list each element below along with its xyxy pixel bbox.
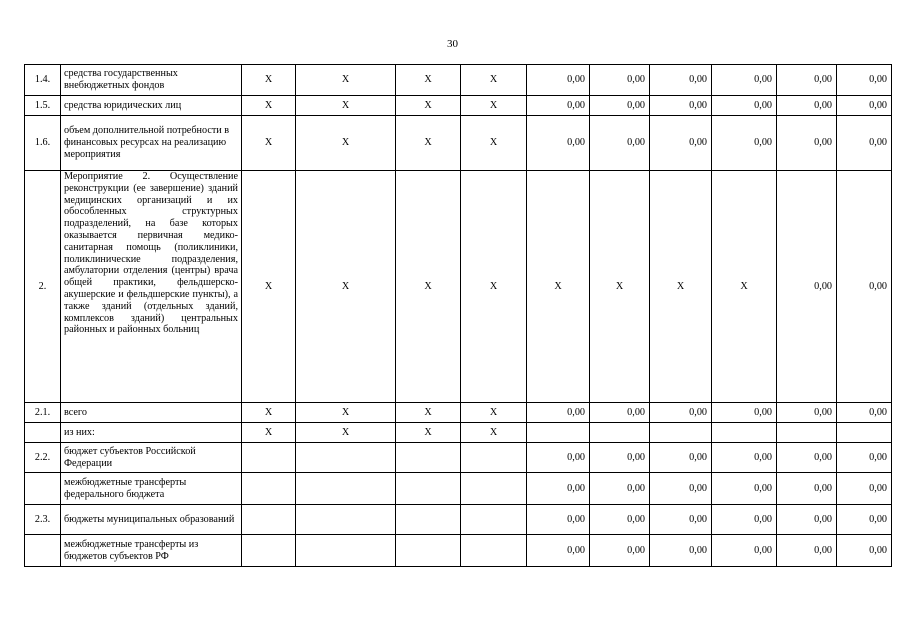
table-row: [25, 171, 892, 403]
table-row: [25, 116, 892, 171]
row-number-cell: 1.4.: [25, 65, 61, 96]
table-cell: X: [461, 403, 527, 423]
table-cell: 0,00: [527, 505, 590, 535]
table-cell: [242, 473, 296, 505]
table-cell: [590, 423, 650, 443]
row-name-cell: средства юридических лиц: [61, 96, 242, 116]
table-cell: 0,00: [712, 443, 777, 473]
table-cell: [396, 473, 461, 505]
row-number-cell: 2.1.: [25, 403, 61, 423]
row-number-cell: 2.2.: [25, 443, 61, 473]
row-number-cell: [25, 423, 61, 443]
table-row: [25, 403, 892, 423]
table-row: [25, 473, 892, 505]
table-cell: [461, 535, 527, 567]
row-name-cell: бюджеты муниципальных образований: [61, 505, 242, 535]
table-cell: 0,00: [590, 473, 650, 505]
table-cell: X: [242, 403, 296, 423]
table-cell: 0,00: [837, 65, 892, 96]
table-cell: 0,00: [837, 443, 892, 473]
table-row: [25, 65, 892, 96]
table-cell: 0,00: [777, 116, 837, 171]
table-cell: 0,00: [777, 505, 837, 535]
table-cell: X: [396, 96, 461, 116]
table-cell: X: [396, 171, 461, 403]
table-cell: 0,00: [650, 535, 712, 567]
row-number-cell: 2.3.: [25, 505, 61, 535]
table-cell: 0,00: [712, 535, 777, 567]
row-number-cell: 1.5.: [25, 96, 61, 116]
table-cell: 0,00: [590, 443, 650, 473]
row-name-cell: всего: [61, 403, 242, 423]
table-cell: [242, 505, 296, 535]
budget-table: [24, 64, 892, 567]
table-cell: [296, 505, 396, 535]
table-cell: X: [242, 96, 296, 116]
table-cell: 0,00: [777, 171, 837, 403]
table-cell: X: [527, 171, 590, 403]
table-row: [25, 535, 892, 567]
table-cell: X: [296, 403, 396, 423]
row-name-cell: межбюджетные трансферты федерального бюджета: [61, 473, 242, 505]
table-cell: X: [396, 116, 461, 171]
table-cell: [396, 505, 461, 535]
table-cell: 0,00: [527, 403, 590, 423]
table-cell: 0,00: [712, 403, 777, 423]
table-cell: X: [242, 171, 296, 403]
table-cell: X: [296, 96, 396, 116]
table-cell: 0,00: [712, 116, 777, 171]
page-number: 30: [447, 38, 458, 50]
table-cell: X: [296, 171, 396, 403]
table-cell: X: [242, 65, 296, 96]
table-cell: X: [461, 423, 527, 443]
table-cell: [650, 423, 712, 443]
row-number-cell: [25, 473, 61, 505]
table-cell: X: [296, 423, 396, 443]
row-name-cell: Мероприятие 2. Осуществление реконструкции (ее завершение) зданий медицинских организаций и их обособленных структурных подразделений, на базе которых оказывается первичная медико- санитарная помощь (поликлиники, поликлинические подразделения, амбулатории отделения (центры) врача общей практики, фельдшерско-акушерские и фельдшерские пункты), а также зданий (отдельных зданий, комплексов зданий) центральных районных и районных больниц: [61, 171, 242, 403]
table-cell: 0,00: [527, 473, 590, 505]
table-cell: 0,00: [712, 505, 777, 535]
row-name-cell: бюджет субъектов Российской Федерации: [61, 443, 242, 473]
table-cell: X: [650, 171, 712, 403]
table-cell: 0,00: [590, 403, 650, 423]
row-name-cell: объем дополнительной потребности в финансовых ресурсах на реализацию мероприятия: [61, 116, 242, 171]
table-cell: 0,00: [777, 535, 837, 567]
table-cell: 0,00: [837, 535, 892, 567]
table-cell: 0,00: [712, 473, 777, 505]
table-cell: 0,00: [837, 403, 892, 423]
table-row: [25, 96, 892, 116]
table-cell: 0,00: [837, 473, 892, 505]
table-cell: [777, 423, 837, 443]
table-cell: X: [396, 423, 461, 443]
table-cell: [296, 473, 396, 505]
table-cell: X: [296, 116, 396, 171]
table-cell: 0,00: [590, 96, 650, 116]
table-cell: 0,00: [837, 505, 892, 535]
table-cell: 0,00: [777, 473, 837, 505]
row-name-cell: межбюджетные трансферты из бюджетов субъектов РФ: [61, 535, 242, 567]
table-cell: X: [461, 116, 527, 171]
table-cell: 0,00: [527, 65, 590, 96]
row-name-cell: средства государственных внебюджетных фондов: [61, 65, 242, 96]
table-cell: 0,00: [650, 96, 712, 116]
table-cell: 0,00: [712, 65, 777, 96]
table-cell: [837, 423, 892, 443]
table-cell: [396, 443, 461, 473]
table-cell: X: [242, 423, 296, 443]
row-number-cell: [25, 535, 61, 567]
table-cell: [461, 443, 527, 473]
table-cell: 0,00: [590, 116, 650, 171]
table-cell: 0,00: [650, 403, 712, 423]
table-cell: X: [461, 171, 527, 403]
row-number-cell: 2.: [25, 171, 61, 403]
table-cell: X: [461, 65, 527, 96]
table-cell: [712, 423, 777, 443]
table-cell: 0,00: [837, 96, 892, 116]
table-cell: 0,00: [590, 65, 650, 96]
table-cell: 0,00: [527, 443, 590, 473]
table-cell: X: [242, 116, 296, 171]
table-cell: 0,00: [590, 535, 650, 567]
table-row: [25, 423, 892, 443]
table-cell: X: [590, 171, 650, 403]
table-cell: 0,00: [650, 65, 712, 96]
table-cell: [527, 423, 590, 443]
table-cell: X: [396, 65, 461, 96]
table-cell: 0,00: [777, 403, 837, 423]
table-cell: 0,00: [650, 505, 712, 535]
table-cell: 0,00: [777, 443, 837, 473]
table-cell: 0,00: [777, 65, 837, 96]
table-cell: 0,00: [777, 96, 837, 116]
table-cell: X: [461, 96, 527, 116]
table-cell: [242, 443, 296, 473]
table-cell: 0,00: [650, 116, 712, 171]
table-row: [25, 505, 892, 535]
table-cell: X: [712, 171, 777, 403]
table-cell: [242, 535, 296, 567]
table-row: [25, 443, 892, 473]
table-cell: 0,00: [837, 171, 892, 403]
table-cell: [296, 535, 396, 567]
table-cell: [461, 505, 527, 535]
table-cell: 0,00: [650, 473, 712, 505]
table-cell: 0,00: [712, 96, 777, 116]
table-cell: 0,00: [527, 96, 590, 116]
row-name-cell: из них:: [61, 423, 242, 443]
table-cell: 0,00: [837, 116, 892, 171]
table-cell: 0,00: [527, 116, 590, 171]
row-number-cell: 1.6.: [25, 116, 61, 171]
table-cell: X: [396, 403, 461, 423]
table-cell: [396, 535, 461, 567]
table-cell: 0,00: [527, 535, 590, 567]
table-cell: X: [296, 65, 396, 96]
table-cell: 0,00: [590, 505, 650, 535]
table-cell: 0,00: [650, 443, 712, 473]
table-cell: [296, 443, 396, 473]
table-cell: [461, 473, 527, 505]
